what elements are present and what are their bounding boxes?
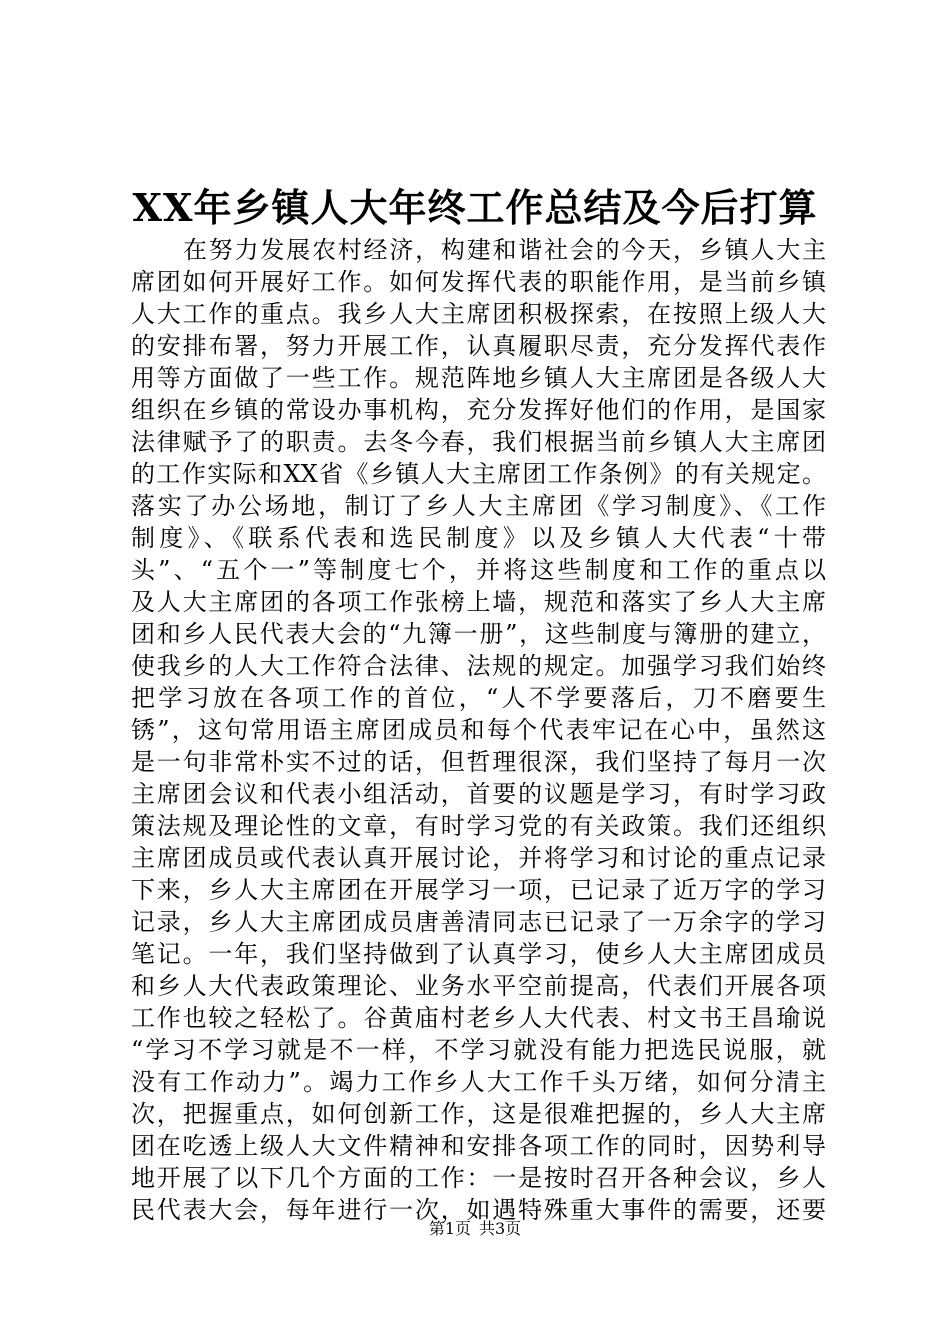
body-line: 主席团成员或代表认真开展讨论，并将学习和讨论的重点记录: [131, 844, 826, 872]
body-line: 主席团会议和代表小组活动，首要的议题是学习，有时学习政: [131, 780, 826, 808]
body-line: 席团如何开展好工作。如何发挥代表的职能作用，是当前乡镇: [131, 268, 826, 296]
body-line: 团在吃透上级人大文件精神和安排各项工作的同时，因势利导: [131, 1132, 826, 1160]
body-line: 及人大主席团的各项工作张榜上墙，规范和落实了乡人大主席: [131, 588, 826, 616]
body-line: 团和乡人民代表大会的“九簿一册”，这些制度与簿册的建立，: [131, 620, 826, 648]
body-line: 下来，乡人大主席团在开展学习一项，已记录了近万字的学习: [131, 876, 826, 904]
body-line: 落实了办公场地，制订了乡人大主席团《学习制度》、《工作: [131, 492, 826, 520]
body-line: 没有工作动力”。竭力工作乡人大工作千头万绪，如何分清主: [131, 1068, 826, 1096]
body-line: 制度》、《联系代表和选民制度》以及乡镇人大代表“十带: [131, 524, 826, 552]
body-line: 法律赋予了的职责。去冬今春，我们根据当前乡镇人大主席团: [131, 428, 826, 456]
page-footer: [0, 1218, 950, 1240]
page-total: 共3页: [479, 1219, 522, 1238]
body-line: 在努力发展农村经济，构建和谐社会的今天，乡镇人大主: [183, 236, 826, 264]
body-line: 把学习放在各项工作的首位，“人不学要落后，刀不磨要生: [131, 684, 826, 712]
body-line: 头”、“五个一”等制度七个，并将这些制度和工作的重点以: [131, 556, 826, 584]
body-line: 和乡人大代表政策理论、业务水平空前提高，代表们开展各项: [131, 972, 826, 1000]
body-line: 用等方面做了一些工作。规范阵地乡镇人大主席团是各级人大: [131, 364, 826, 392]
document-title: XX年乡镇人大年终工作总结及今后打算: [132, 185, 818, 230]
body-line: 记录，乡人大主席团成员唐善清同志已记录了一万余字的学习: [131, 908, 826, 936]
body-line: 锈”，这句常用语主席团成员和每个代表牢记在心中，虽然这: [131, 716, 826, 744]
body-line: 地开展了以下几个方面的工作：一是按时召开各种会议，乡人: [131, 1164, 826, 1192]
body-line: “学习不学习就是不一样，不学习就没有能力把选民说服，就: [131, 1036, 826, 1064]
document-body: [131, 234, 826, 1226]
page-number: 第1页: [428, 1219, 471, 1238]
body-line: 策法规及理论性的文章，有时学习党的有关政策。我们还组织: [131, 812, 826, 840]
body-line: 笔记。一年，我们坚持做到了认真学习，使乡人大主席团成员: [131, 940, 826, 968]
body-line: 的工作实际和XX省《乡镇人大主席团工作条例》的有关规定。: [131, 460, 826, 488]
body-line: 是一句非常朴实不过的话，但哲理很深，我们坚持了每月一次: [131, 748, 826, 776]
body-line: 工作也较之轻松了。谷黄庙村老乡人大代表、村文书王昌瑜说: [131, 1004, 826, 1032]
body-line: 人大工作的重点。我乡人大主席团积极探索，在按照上级人大: [131, 300, 826, 328]
body-line: 民代表大会，每年进行一次，如遇特殊重大事件的需要，还要: [131, 1196, 826, 1224]
body-line: 使我乡的人大工作符合法律、法规的规定。加强学习我们始终: [131, 652, 826, 680]
body-line: 的安排布署，努力开展工作，认真履职尽责，充分发挥代表作: [131, 332, 826, 360]
body-line: 次，把握重点，如何创新工作，这是很难把握的，乡人大主席: [131, 1100, 826, 1128]
body-line: 组织在乡镇的常设办事机构，充分发挥好他们的作用，是国家: [131, 396, 826, 424]
